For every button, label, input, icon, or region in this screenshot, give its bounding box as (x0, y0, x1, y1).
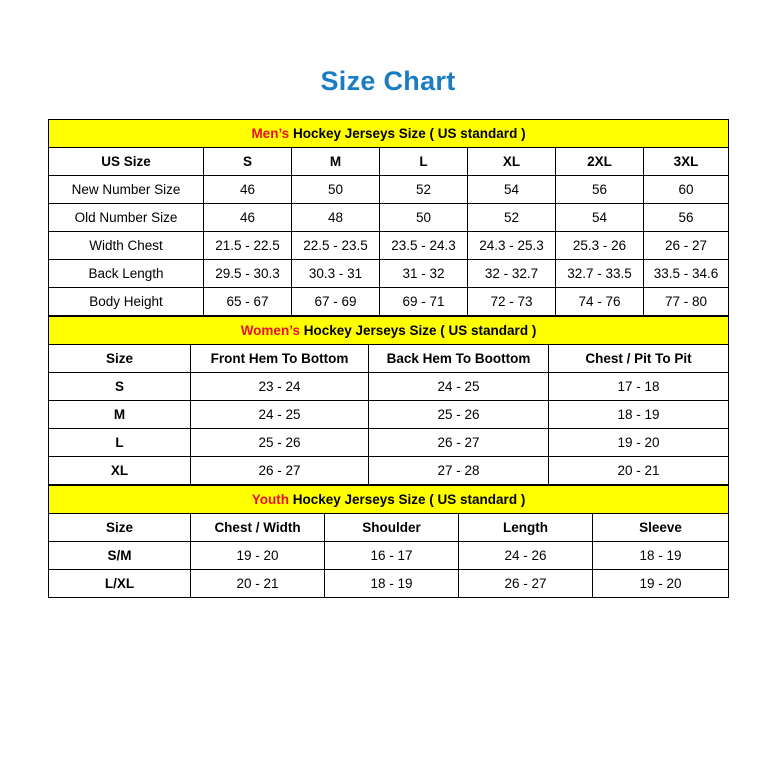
table-cell: 72 - 73 (468, 288, 556, 316)
column-header: XL (468, 148, 556, 176)
column-header: Chest / Width (191, 514, 325, 542)
table-cell: 52 (380, 176, 468, 204)
column-header: S (204, 148, 292, 176)
table-cell: 67 - 69 (292, 288, 380, 316)
table-cell: 23.5 - 24.3 (380, 232, 468, 260)
column-header: 2XL (556, 148, 644, 176)
womens-banner-accent: Women’s (240, 323, 300, 338)
column-header: Size (49, 514, 191, 542)
row-header: New Number Size (49, 176, 204, 204)
row-header: XL (49, 457, 191, 485)
table-cell: 31 - 32 (380, 260, 468, 288)
table-cell: 20 - 21 (549, 457, 729, 485)
table-banner-row (49, 120, 729, 148)
column-header: M (292, 148, 380, 176)
table-cell: 17 - 18 (549, 373, 729, 401)
womens-size-table (48, 316, 729, 485)
column-header: 3XL (644, 148, 729, 176)
table-cell: 26 - 27 (644, 232, 729, 260)
row-header: Body Height (49, 288, 204, 316)
row-header: Width Chest (49, 232, 204, 260)
table-cell: 54 (468, 176, 556, 204)
mens-banner-rest: Hockey Jerseys Size ( US standard ) (289, 126, 526, 141)
table-cell: 27 - 28 (369, 457, 549, 485)
table-cell: 19 - 20 (549, 429, 729, 457)
youth-banner (49, 486, 729, 514)
table-row (49, 542, 729, 570)
mens-banner (49, 120, 729, 148)
column-header: Shoulder (325, 514, 459, 542)
youth-banner-rest: Hockey Jerseys Size ( US standard ) (288, 492, 526, 507)
table-cell: 46 (204, 176, 292, 204)
row-header: S (49, 373, 191, 401)
table-cell: 21.5 - 22.5 (204, 232, 292, 260)
table-cell: 19 - 20 (593, 570, 729, 598)
mens-banner-accent: Men’s (251, 126, 290, 141)
table-cell: 18 - 19 (549, 401, 729, 429)
table-row (49, 204, 729, 232)
table-header-row (49, 514, 729, 542)
column-header: Front Hem To Bottom (191, 345, 369, 373)
youth-size-table (48, 485, 729, 598)
table-cell: 26 - 27 (369, 429, 549, 457)
table-banner-row (49, 317, 729, 345)
table-row (49, 232, 729, 260)
table-cell: 25.3 - 26 (556, 232, 644, 260)
mens-size-table (48, 119, 729, 316)
table-cell: 26 - 27 (459, 570, 593, 598)
table-cell: 52 (468, 204, 556, 232)
table-cell: 54 (556, 204, 644, 232)
row-header: Old Number Size (49, 204, 204, 232)
table-cell: 32.7 - 33.5 (556, 260, 644, 288)
womens-banner (49, 317, 729, 345)
table-row (49, 429, 729, 457)
table-cell: 74 - 76 (556, 288, 644, 316)
table-cell: 24 - 26 (459, 542, 593, 570)
column-header: Chest / Pit To Pit (549, 345, 729, 373)
table-cell: 32 - 32.7 (468, 260, 556, 288)
table-cell: 20 - 21 (191, 570, 325, 598)
table-row (49, 373, 729, 401)
table-row (49, 288, 729, 316)
table-row (49, 176, 729, 204)
table-cell: 18 - 19 (325, 570, 459, 598)
table-cell: 16 - 17 (325, 542, 459, 570)
table-cell: 56 (644, 204, 729, 232)
table-cell: 50 (292, 176, 380, 204)
table-row (49, 457, 729, 485)
row-header: M (49, 401, 191, 429)
table-header-row (49, 148, 729, 176)
table-cell: 19 - 20 (191, 542, 325, 570)
column-header: US Size (49, 148, 204, 176)
table-cell: 25 - 26 (369, 401, 549, 429)
table-cell: 24.3 - 25.3 (468, 232, 556, 260)
table-cell: 77 - 80 (644, 288, 729, 316)
table-cell: 23 - 24 (191, 373, 369, 401)
table-row (49, 260, 729, 288)
table-cell: 46 (204, 204, 292, 232)
row-header: L (49, 429, 191, 457)
column-header: L (380, 148, 468, 176)
table-header-row (49, 345, 729, 373)
womens-banner-rest: Hockey Jerseys Size ( US standard ) (299, 323, 537, 338)
table-row (49, 401, 729, 429)
table-cell: 69 - 71 (380, 288, 468, 316)
table-cell: 50 (380, 204, 468, 232)
row-header: L/XL (49, 570, 191, 598)
row-header: Back Length (49, 260, 204, 288)
table-cell: 26 - 27 (191, 457, 369, 485)
table-cell: 24 - 25 (369, 373, 549, 401)
column-header: Back Hem To Boottom (369, 345, 549, 373)
youth-banner-accent: Youth (251, 492, 289, 507)
table-cell: 18 - 19 (593, 542, 729, 570)
row-header: S/M (49, 542, 191, 570)
table-cell: 56 (556, 176, 644, 204)
table-cell: 25 - 26 (191, 429, 369, 457)
column-header: Size (49, 345, 191, 373)
table-cell: 48 (292, 204, 380, 232)
table-cell: 29.5 - 30.3 (204, 260, 292, 288)
size-chart-container (48, 119, 728, 598)
table-row (49, 570, 729, 598)
column-header: Sleeve (593, 514, 729, 542)
table-cell: 65 - 67 (204, 288, 292, 316)
table-cell: 30.3 - 31 (292, 260, 380, 288)
table-cell: 24 - 25 (191, 401, 369, 429)
table-cell: 33.5 - 34.6 (644, 260, 729, 288)
table-cell: 60 (644, 176, 729, 204)
page-title: Size Chart (320, 66, 456, 96)
table-banner-row (49, 486, 729, 514)
table-cell: 22.5 - 23.5 (292, 232, 380, 260)
column-header: Length (459, 514, 593, 542)
